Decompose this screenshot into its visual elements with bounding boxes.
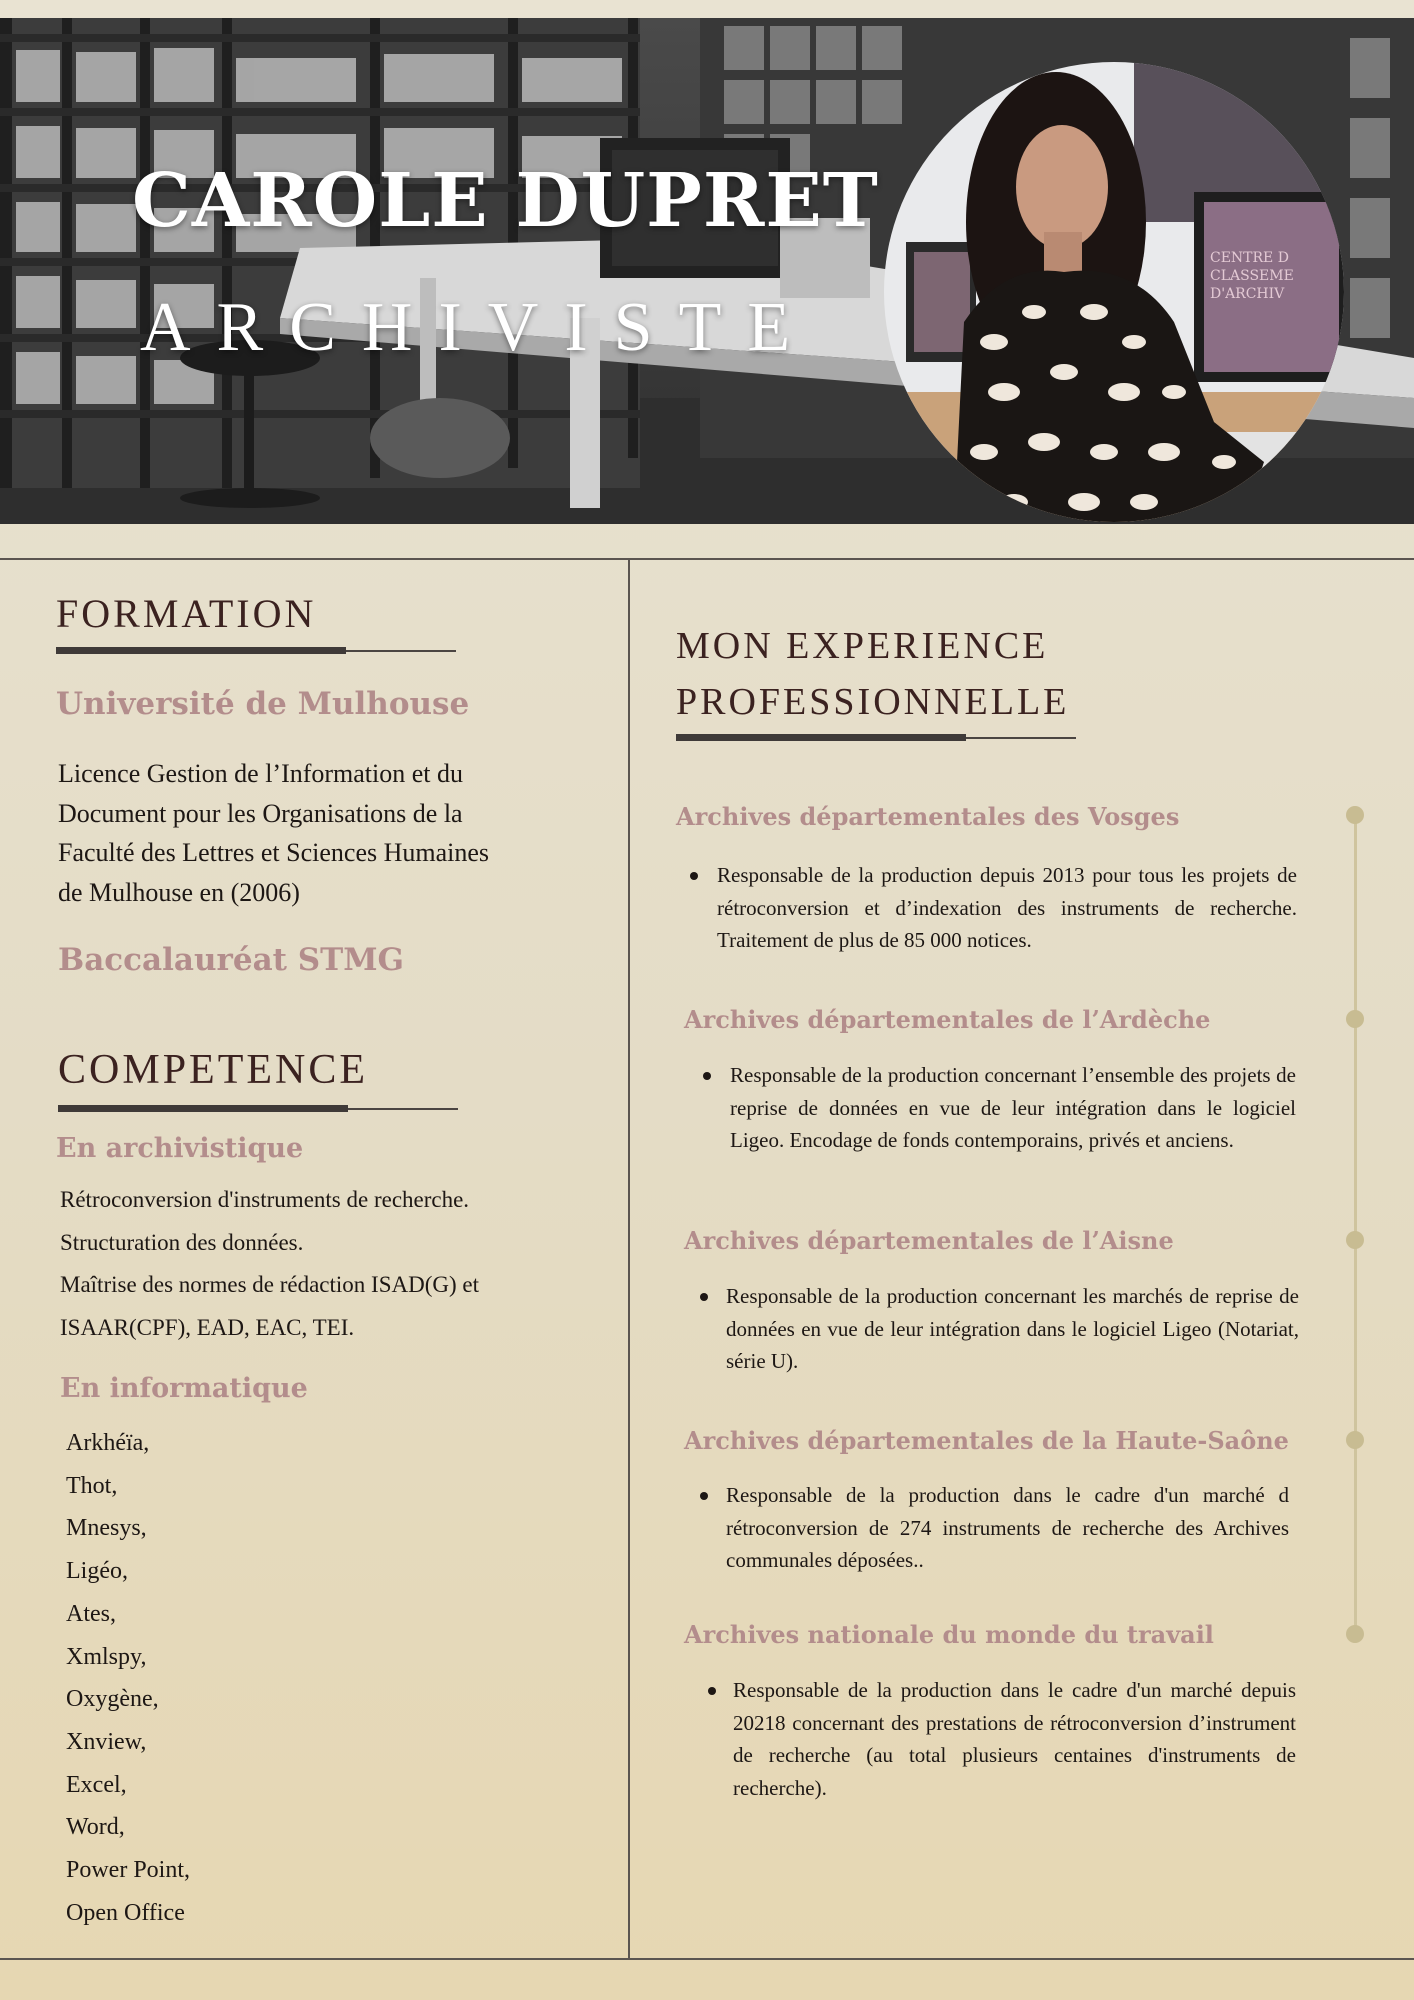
list-item: Excel,: [66, 1771, 127, 1798]
experience-underline: [676, 737, 1076, 739]
experience-desc-aisne: Responsable de la production concernant les marchés de reprise de données en vue de leur intégration dans le logiciel Ligeo (Notariat, série U).: [726, 1284, 1299, 1373]
software-list: [66, 1422, 190, 1934]
list-item: Mnesys,: [66, 1515, 147, 1542]
header-banner: [0, 18, 1414, 524]
bullet-dot: [703, 1072, 711, 1080]
bullet-dot: [708, 1687, 716, 1695]
list-item: Xmlspy,: [66, 1643, 147, 1670]
list-item: Word,: [66, 1814, 125, 1841]
formation-underline: [56, 650, 456, 652]
formation-heading: FORMATION: [56, 591, 317, 636]
list-item: Open Office: [66, 1899, 185, 1926]
timeline-dot: [1346, 1231, 1364, 1249]
formation-university-title: Université de Mulhouse: [56, 686, 470, 722]
experience-org-anmt: Archives nationale du monde du travail: [684, 1620, 1214, 1649]
portrait-photo: [884, 62, 1344, 522]
experience-desc-ardeche: Responsable de la production concernant l’ensemble des projets de reprise de données en vue de leur intégration dans le logiciel Ligeo. Encodage de fonds contemporains, privés et anciens.: [730, 1063, 1296, 1152]
experience-desc-vosges: Responsable de la production depuis 2013 pour tous les projets de rétroconversion et d’indexation des instruments de recherche. Traitement de plus de 85 000 notices.: [717, 863, 1297, 952]
list-item: Ligéo,: [66, 1558, 128, 1585]
list-item: Power Point,: [66, 1857, 191, 1884]
timeline-dot: [1346, 806, 1364, 824]
list-item: Arkhéïa,: [66, 1430, 150, 1456]
list-item: Xnview,: [66, 1728, 147, 1755]
bullet-dot: [700, 1492, 708, 1500]
person-name: CAROLE DUPRET: [132, 158, 879, 244]
screen-text-1: CENTRE D: [1210, 250, 1289, 266]
formation-bac-title: Baccalauréat STMG: [58, 942, 405, 978]
bottom-divider: [0, 1958, 1414, 1960]
screen-text-2: CLASSEME: [1210, 268, 1294, 284]
experience-org-ardeche: Archives départementales de l’Ardèche: [684, 1005, 1211, 1034]
archivistique-desc: Rétroconversion d'instruments de recherche. Structuration des données. Maîtrise des normes de rédaction ISAD(G) et ISAAR(CPF), EAD, EAC, TEI.: [60, 1187, 479, 1340]
top-divider: [0, 558, 1414, 560]
experience-org-haute-saone: Archives départementales de la Haute-Saône: [684, 1426, 1289, 1455]
screen-text-3: D'ARCHIV: [1210, 286, 1285, 302]
column-divider: [628, 558, 630, 1960]
competence-underline: [58, 1108, 458, 1110]
job-title: ARCHIVISTE: [140, 289, 817, 366]
bullet-dot: [700, 1293, 708, 1301]
formation-university-desc: Licence Gestion de l’Information et du Document pour les Organisations de la Faculté des Lettres et Sciences Humaines de Mulhouse en (2006): [58, 759, 490, 907]
list-item: Thot,: [66, 1472, 118, 1499]
competence-heading: COMPETENCE: [58, 1047, 369, 1093]
bullet-dot: [690, 872, 698, 880]
timeline-dot: [1346, 1431, 1364, 1449]
list-item: Oxygène,: [66, 1686, 159, 1713]
list-item: Ates,: [66, 1600, 116, 1627]
informatique-title: En informatique: [60, 1373, 308, 1404]
experience-desc-anmt: Responsable de la production dans le cadre d'un marché depuis 20218 concernant des prestations de rétroconversion d’instrument de recherche (au total plusieurs centaines d'instruments de recherche).: [733, 1678, 1296, 1800]
experience-org-aisne: Archives départementales de l’Aisne: [684, 1226, 1174, 1255]
archivistique-title: En archivistique: [56, 1133, 304, 1164]
timeline-line: [1354, 815, 1357, 1635]
timeline-dot: [1346, 1625, 1364, 1643]
experience-heading: MON EXPERIENCE PROFESSIONNELLE: [676, 625, 1070, 723]
timeline-dot: [1346, 1010, 1364, 1028]
experience-desc-haute-saone: Responsable de la production dans le cadre d'un marché d rétroconversion de 274 instruments de recherche des Archives communales déposées..: [726, 1483, 1289, 1572]
experience-org-vosges: Archives départementales des Vosges: [676, 802, 1180, 831]
